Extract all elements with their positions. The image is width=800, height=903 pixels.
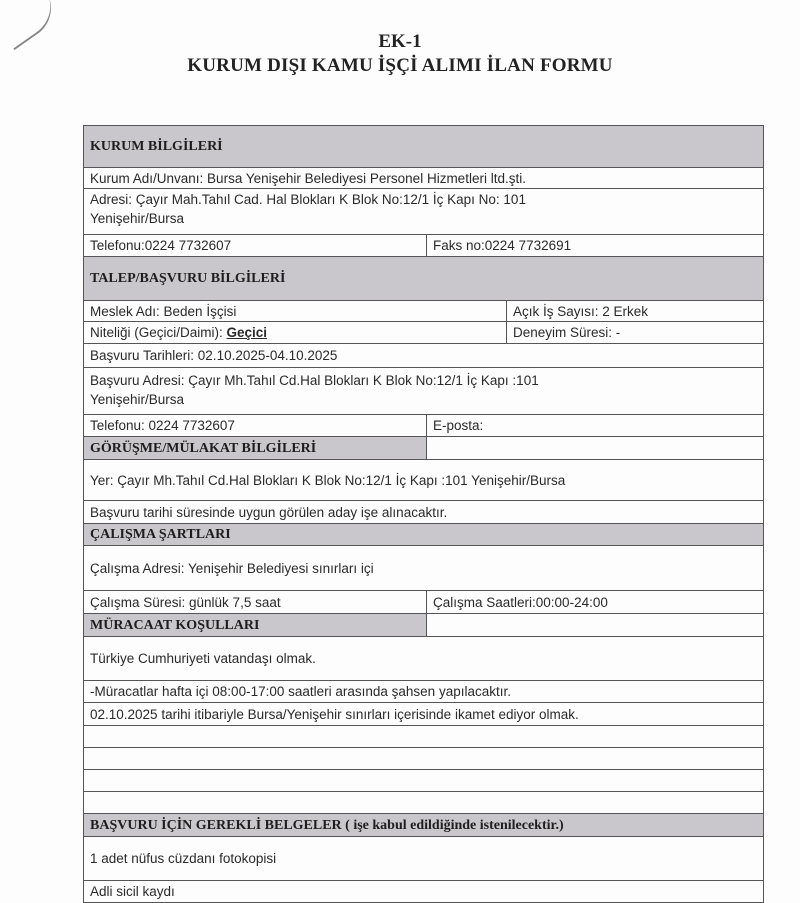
blank-row	[84, 726, 763, 748]
document-row	[84, 837, 763, 881]
interview-note: Başvuru tarihi süresinde uygun görülen aday işe alınacaktır.	[90, 504, 448, 520]
document-item: Adli sicil kaydı	[90, 884, 175, 899]
form-title: KURUM DIŞI KAMU İŞÇİ ALIMI İLAN FORMU	[187, 55, 613, 76]
application-address-line-2: Yenişehir/Bursa	[90, 392, 185, 407]
work-address-row	[84, 546, 763, 591]
address-line-2: Yenişehir/Bursa	[90, 211, 185, 226]
interview-note-row	[84, 501, 763, 524]
section-title: GÖRÜŞME/MÜLAKAT BİLGİLERİ	[84, 437, 426, 459]
section-header-gorusme	[84, 437, 763, 460]
work-address: Çalışma Adresi: Yenişehir Belediyesi sınırları içi	[90, 560, 374, 576]
application-email: E-posta:	[426, 415, 763, 436]
application-address	[84, 368, 763, 414]
interview-location: Yer: Çayır Mh.Tahıl Cd.Hal Blokları K Blok No:12/1 İç Kapı :101 Yenişehir/Bursa	[90, 472, 566, 488]
institution-name-row	[84, 168, 763, 189]
section-header-calisma	[84, 524, 763, 546]
nature-row	[84, 322, 763, 344]
blank-row	[84, 748, 763, 770]
job-nature-label: Niteliği (Geçici/Daimi):	[90, 325, 223, 340]
application-dates: Başvuru Tarihleri: 02.10.2025-04.10.2025	[90, 348, 338, 363]
occupation-row	[84, 301, 763, 322]
application-contact-row	[84, 415, 763, 437]
document-item: 1 adet nüfus cüzdanı fotokopisi	[90, 851, 277, 866]
empty-cell	[84, 748, 763, 769]
experience: Deneyim Süresi: -	[506, 322, 763, 343]
section-title: MÜRACAAT KOŞULLARI	[84, 614, 426, 636]
institution-phone: Telefonu:0224 7732607	[90, 238, 232, 253]
work-time-row	[84, 591, 763, 614]
job-nature-value: Geçici	[226, 325, 268, 340]
section-header-muracaat	[84, 614, 763, 637]
application-dates-row	[84, 344, 763, 368]
job-nature	[84, 322, 506, 343]
section-title: TALEP/BAŞVURU BİLGİLERİ	[84, 257, 763, 300]
condition-row	[84, 637, 763, 681]
institution-name: Kurum Adı/Unvanı: Bursa Yenişehir Belediyesi Personel Hizmetleri ltd.şti.	[90, 170, 526, 186]
annex-label: EK-1	[378, 31, 422, 52]
institution-address-row	[84, 189, 763, 235]
condition-item: 02.10.2025 tarihi itibariyle Bursa/Yenişehir sınırları içerisinde ikamet ediyor olmak.	[90, 706, 579, 722]
interview-location-row	[84, 460, 763, 501]
empty-cell	[84, 726, 763, 747]
empty-cell	[84, 792, 763, 813]
condition-item: -Müracatlar hafta içi 08:00-17:00 saatleri arasında şahsen yapılacaktır.	[90, 684, 511, 699]
empty-cell	[84, 770, 763, 791]
occupation: Meslek Adı: Beden İşçisi	[90, 303, 237, 319]
blank-row	[84, 770, 763, 792]
institution-fax: Faks no:0224 7732691	[426, 235, 763, 256]
open-positions: Açık İş Sayısı: 2 Erkek	[506, 301, 763, 321]
section-title: BAŞVURU İÇİN GEREKLİ BELGELER ( işe kabul edildiğinde istenilecektir.)	[84, 814, 763, 836]
condition-row	[84, 681, 763, 703]
section-header-talep	[84, 257, 763, 301]
institution-contact-row	[84, 235, 763, 257]
section-title: ÇALIŞMA ŞARTLARI	[84, 524, 763, 545]
document-header	[0, 30, 800, 78]
work-hours: Çalışma Saatleri:00:00-24:00	[426, 591, 763, 613]
empty-cell	[426, 437, 763, 459]
address-line-1: Adresi: Çayır Mah.Tahıl Cad. Hal Blokları K Blok No:12/1 İç Kapı No: 101	[90, 192, 526, 207]
blank-row	[84, 792, 763, 814]
job-posting-form	[83, 125, 764, 903]
section-header-kurum	[84, 126, 763, 168]
condition-item: Türkiye Cumhuriyeti vatandaşı olmak.	[90, 651, 316, 666]
section-header-belgeler	[84, 814, 763, 837]
application-address-row	[84, 368, 763, 415]
empty-cell	[426, 614, 763, 636]
condition-row	[84, 703, 763, 726]
application-phone: Telefonu: 0224 7732607	[90, 418, 235, 433]
institution-address	[84, 189, 763, 234]
work-duration: Çalışma Süresi: günlük 7,5 saat	[90, 594, 281, 610]
section-title: KURUM BİLGİLERİ	[84, 126, 763, 167]
application-address-line-1: Başvuru Adresi: Çayır Mh.Tahıl Cd.Hal Blokları K Blok No:12/1 İç Kapı :101	[90, 373, 539, 388]
